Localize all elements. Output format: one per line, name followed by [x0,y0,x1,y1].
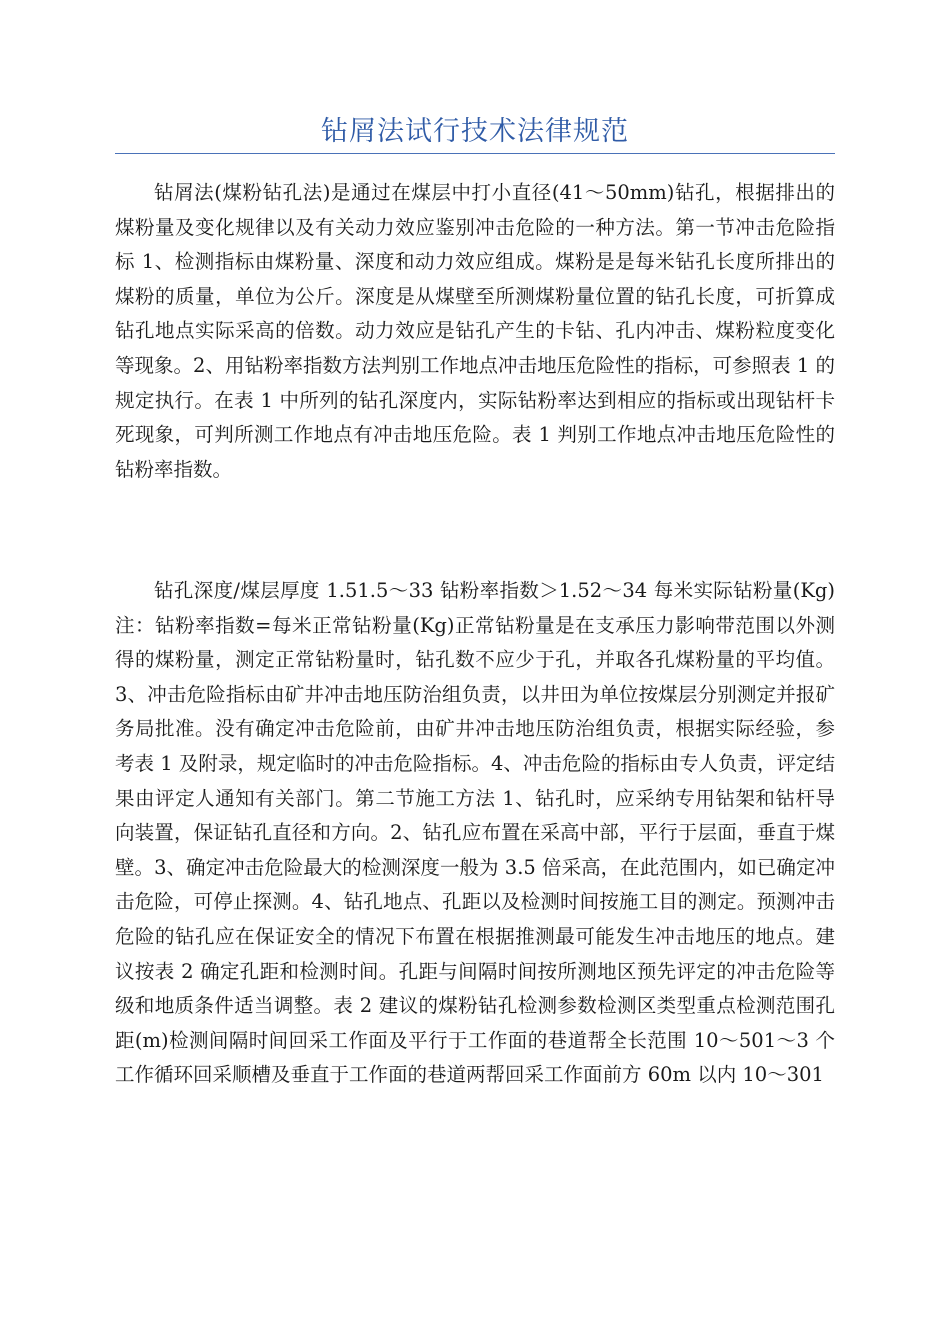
title-underline [115,153,835,154]
body-paragraph-2: 钻孔深度/煤层厚度 1.51.5～33 钻粉率指数＞1.52～34 每米实际钻粉量(Kg)注：钻粉率指数=每米正常钻粉量(Kg)正常钻粉量是在支承压力影响带范围以外测得的煤粉量，测定正常钻粉量时，钻孔数不应少于孔，并取各孔煤粉量的平均值。3、冲击危险指标由矿井冲击地压防治组负责，以井田为单位按煤层分别测定并报矿务局批准。没有确定冲击危险前，由矿井冲击地压防治组负责，根据实际经验，参考表 1 及附录，规定临时的冲击危险指标。4、冲击危险的指标由专人负责，评定结果由评定人通知有关部门。第二节施工方法 1、钻孔时，应采纳专用钻架和钻杆导向装置，保证钻孔直径和方向。2、钻孔应布置在采高中部，平行于层面，垂直于煤壁。3、确定冲击危险最大的检测深度一般为 3.5 倍采高，在此范围内，如已确定冲击危险，可停止探测。4、钻孔地点、孔距以及检测时间按施工目的测定。预测冲击危险的钻孔应在保证安全的情况下布置在根据推测最可能发生冲击地压的地点。建议按表 2 确定孔距和检测时间。孔距与间隔时间按所测地区预先评定的冲击危险等级和地质条件适当调整。表 2 建议的煤粉钻孔检测参数检测区类型重点检测范围孔距(m)检测间隔时间回采工作面及平行于工作面的巷道帮全长范围 10～501～3 个工作循环回采顺槽及垂直于工作面的巷道两帮回采工作面前方 60m 以内 10～301 [115,579,835,1087]
body-paragraph-1: 钻屑法(煤粉钻孔法)是通过在煤层中打小直径(41～50mm)钻孔，根据排出的煤粉量及变化规律以及有关动力效应鉴别冲击危险的一种方法。第一节冲击危险指标 1、检测指标由煤粉量、深度和动力效应组成。煤粉是是每米钻孔长度所排出的煤粉的质量，单位为公斤。深度是从煤壁至所测煤粉量位置的钻孔长度，可折算成钻孔地点实际采高的倍数。动力效应是钻孔产生的卡钻、孔内冲击、煤粉粒度变化等现象。2、用钻粉率指数方法判别工作地点冲击地压危险性的指标，可参照表 1 的规定执行。在表 1 中所列的钻孔深度内，实际钻粉率达到相应的指标或出现钻杆卡死现象，可判所测工作地点有冲击地压危险。表 1 判别工作地点冲击地压危险性的钻粉率指数。 [115,181,835,481]
document-title: 钻屑法试行技术法律规范 [321,116,629,147]
